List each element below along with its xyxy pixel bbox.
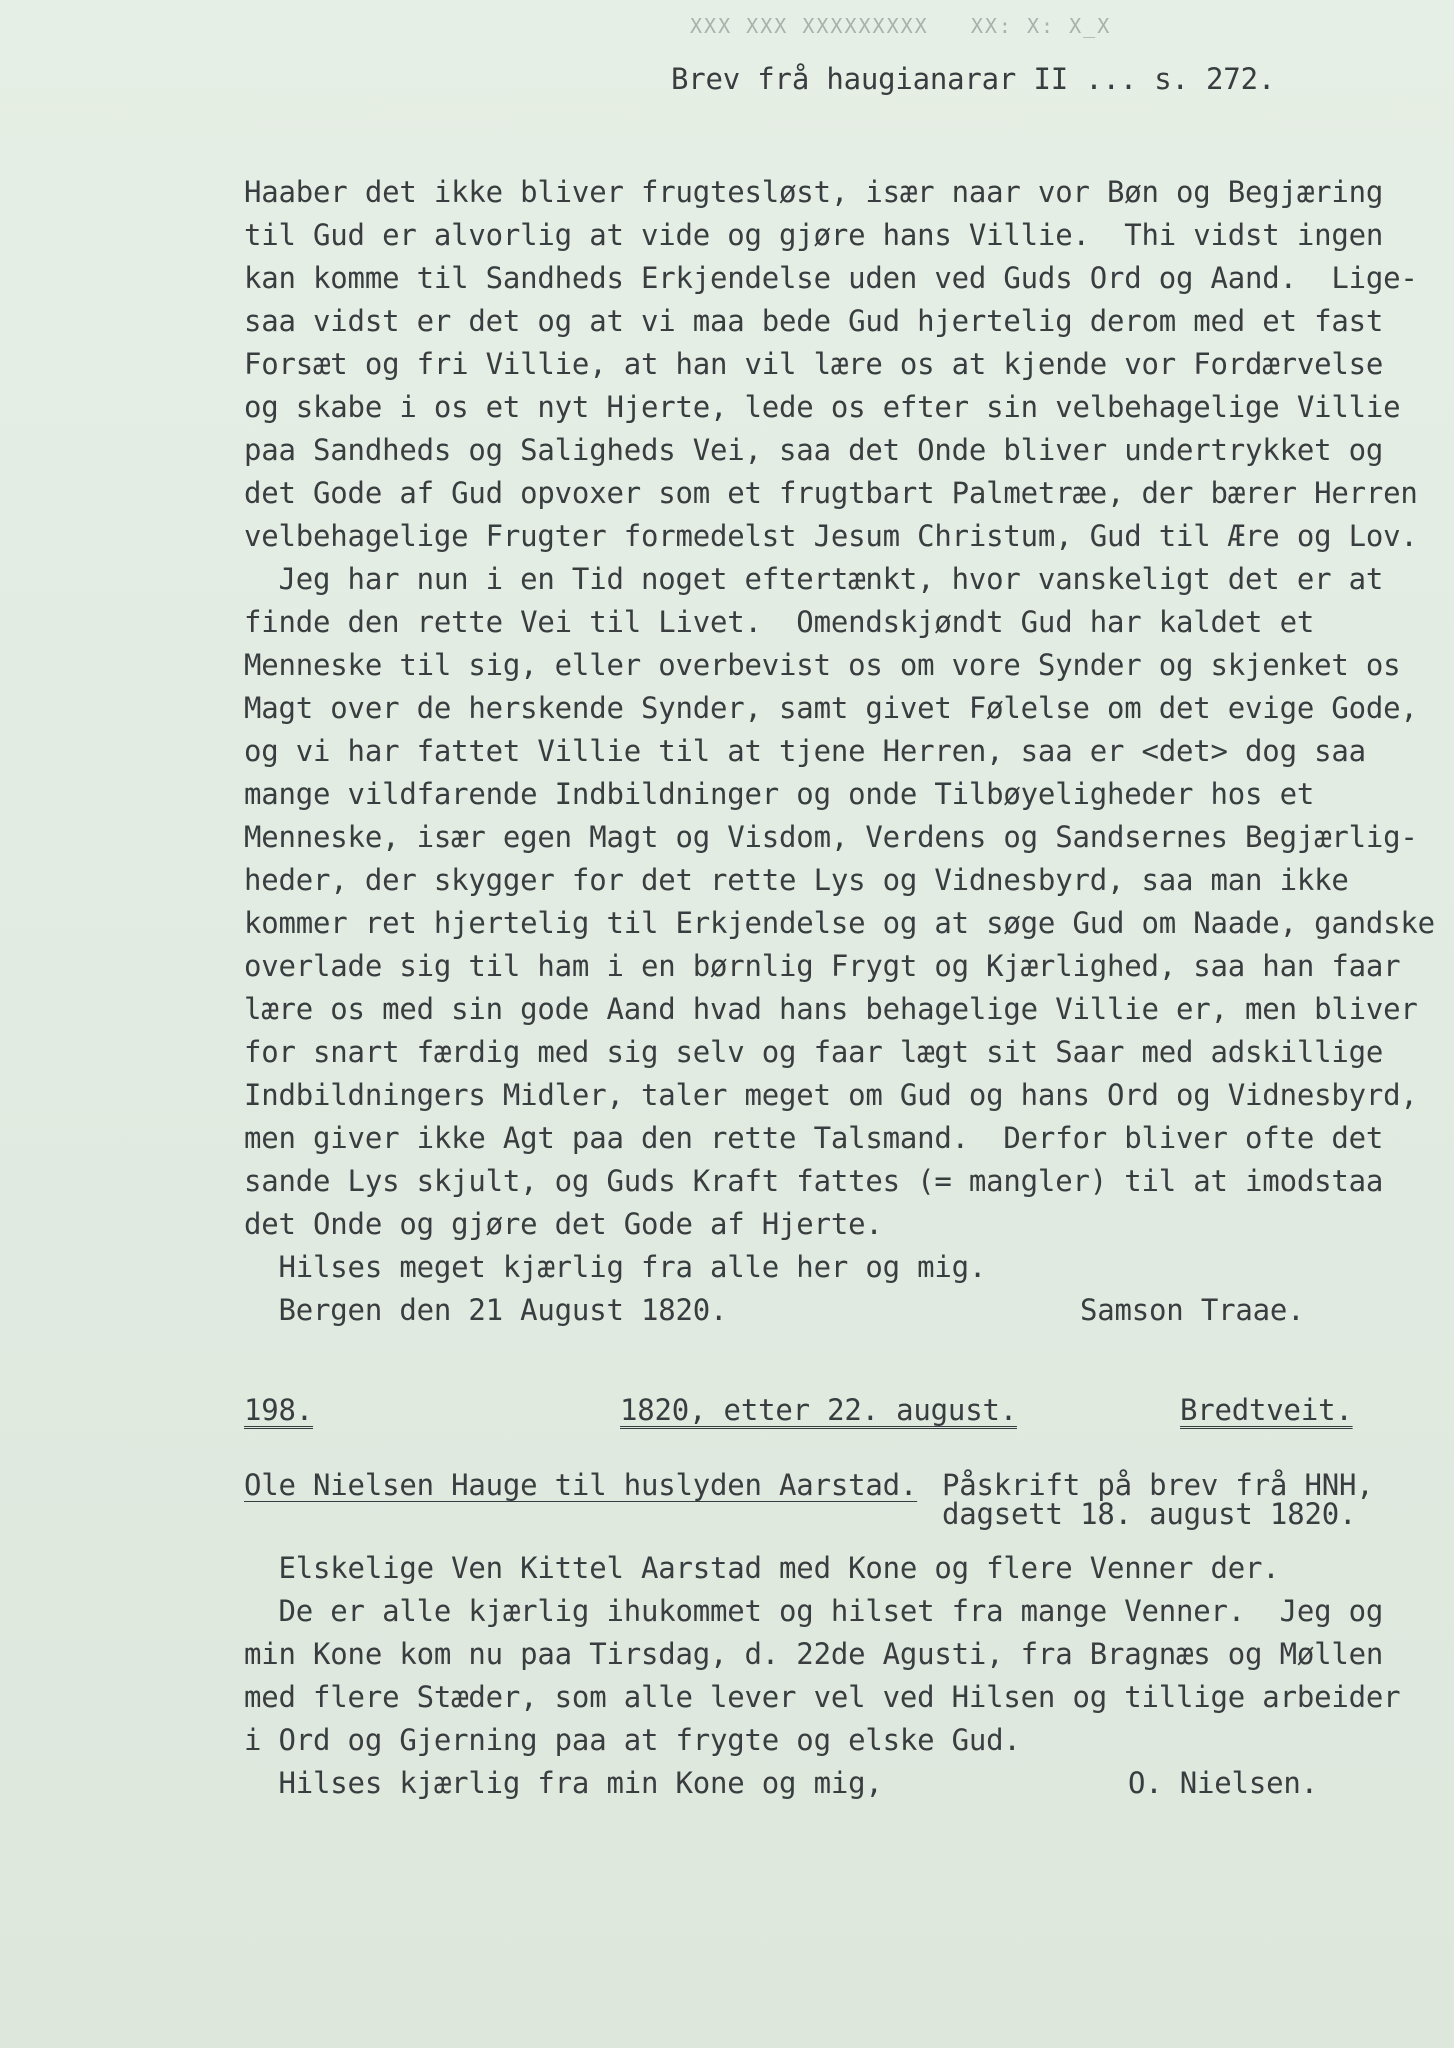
letter-line: lære os med sin gode Aand hvad hans behagelige Villie er, men bliver [244,992,1418,1026]
archive-stamp: XXX XXX XXXXXXXXX XX: X: X_X [690,14,1112,38]
entry-line: i Ord og Gjerning paa at frygte og elske Gud. [244,1723,1021,1757]
entry-signature: O. Nielsen. [1128,1766,1318,1800]
entry-number: 198. [244,1393,314,1427]
letter-line: overlade sig til ham i en børnlig Frygt og Kjærlighed, saa han faar [244,949,1401,983]
letter-line: paa Sandheds og Saligheds Vei, saa det Onde bliver undertrykket og [244,433,1384,467]
letter-line: det Gode af Gud opvoxer som et frugtbart Palmetræe, der bærer Herren [244,476,1418,510]
entry-closing: Hilses kjærlig fra min Kone og mig, [244,1766,883,1800]
letter-line: og vi har fattet Villie til at tjene Herren, saa er <det> dog saa [244,734,1366,768]
letter-place-date: Bergen den 21 August 1820. [244,1293,728,1327]
letter-line: for snart færdig med sig selv og faar lægt sit Saar med adskillige [244,1035,1384,1069]
letter-line: Menneske til sig, eller overbevist os om vore Synder og skjenket os [244,648,1401,682]
letter-line: mange vildfarende Indbildninger og onde Tilbøyeligheder hos et [244,777,1315,811]
entry-note-line: dagsett 18. august 1820. [942,1497,1357,1531]
letter-line: Forsæt og fri Villie, at han vil lære os at kjende vor Fordærvelse [244,347,1384,381]
letter-line: velbehagelige Frugter formedelst Jesum Christum, Gud til Ære og Lov. [244,519,1418,553]
entry-line: Elskelige Ven Kittel Aarstad med Kone og flere Venner der. [244,1551,1280,1585]
entry-title: Ole Nielsen Hauge til huslyden Aarstad. [244,1468,918,1502]
letter-line: Hilses meget kjærlig fra alle her og mig. [244,1250,987,1284]
letter-line: Magt over de herskende Synder, samt givet Følelse om det evige Gode, [244,691,1418,725]
letter-line: Haaber det ikke bliver frugtesløst, især naar vor Bøn og Begjæring [244,175,1384,209]
letter-line: og skabe i os et nyt Hjerte, lede os efter sin velbehagelige Villie [244,390,1401,424]
letter-line: kan komme til Sandheds Erkjendelse uden ved Guds Ord og Aand. Lige- [244,261,1418,295]
entry-line: min Kone kom nu paa Tirsdag, d. 22de Agusti, fra Bragnæs og Møllen [244,1637,1384,1671]
letter-line: saa vidst er det og at vi maa bede Gud hjertelig derom med et fast [244,304,1384,338]
letter-line: heder, der skygger for det rette Lys og Vidnesbyrd, saa man ikke [244,863,1349,897]
letter-line: sande Lys skjult, og Guds Kraft fattes (= mangler) til at imodstaa [244,1164,1384,1198]
letter-signature: Samson Traae. [1080,1293,1305,1327]
running-header: Brev frå haugianarar II ... s. 272. [671,62,1276,96]
letter-line: Indbildningers Midler, taler meget om Gud og hans Ord og Vidnesbyrd, [244,1078,1418,1112]
entry-place: Bredtveit. [1180,1393,1353,1427]
entry-line: De er alle kjærlig ihukommet og hilset fra mange Venner. Jeg og [244,1594,1384,1628]
letter-line: men giver ikke Agt paa den rette Talsmand. Derfor bliver ofte det [244,1121,1384,1155]
letter-line: finde den rette Vei til Livet. Omendskjøndt Gud har kaldet et [244,605,1315,639]
letter-line: til Gud er alvorlig at vide og gjøre hans Villie. Thi vidst ingen [244,218,1384,252]
entry-date: 1820, etter 22. august. [620,1393,1017,1427]
letter-line: det Onde og gjøre det Gode af Hjerte. [244,1207,883,1241]
letter-line: Jeg har nun i en Tid noget eftertænkt, hvor vanskeligt det er at [244,562,1384,596]
letter-line: kommer ret hjertelig til Erkjendelse og at søge Gud om Naade, gandske [244,906,1435,940]
letter-line: Menneske, især egen Magt og Visdom, Verdens og Sandsernes Begjærlig- [244,820,1418,854]
entry-line: med flere Stæder, som alle lever vel ved Hilsen og tillige arbeider [244,1680,1401,1714]
entry-note-line: Påskrift på brev frå HNH, [942,1468,1374,1502]
